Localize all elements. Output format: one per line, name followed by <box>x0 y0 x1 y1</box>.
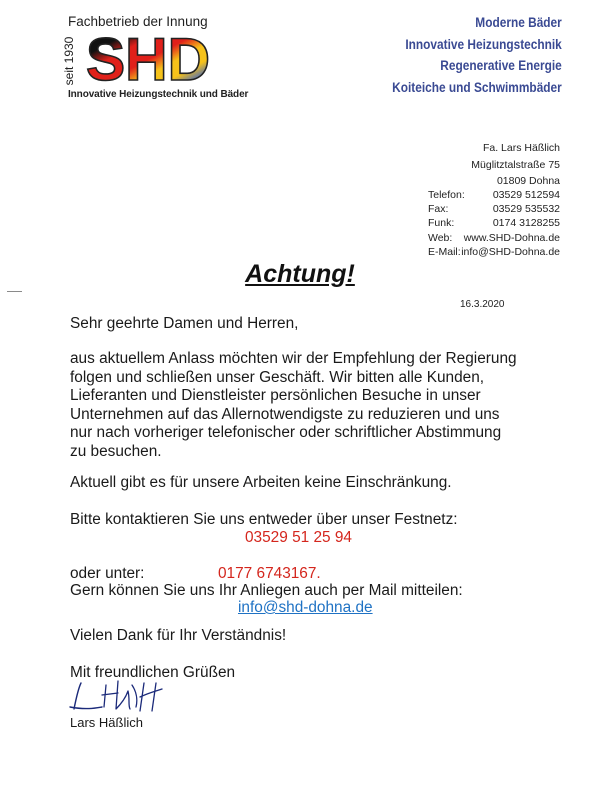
contact-row-phone: Telefon: 03529 512594 <box>428 189 560 201</box>
paragraph-announcement: aus aktuellem Anlass möchten wir der Empfehlung der Regierung folgen und schließen unser Geschäft. Wir bitten alle Kunden, Lieferanten und Dienstleister persönlichen Besuche in unser Unternehmen auf das Allernotwendigste zu reduzieren und uns nur nach vorheriger telefonischer oder schriftlicher Abstimmung zu besuchen. <box>70 350 517 460</box>
paragraph-no-restriction: Aktuell gibt es für unsere Arbeiten keine Einschränkung. <box>70 474 452 491</box>
logo-since-label: seit 1930 <box>62 36 76 86</box>
salutation: Sehr geehrte Damen und Herren, <box>70 315 299 332</box>
service-item: Innovative Heizungstechnik <box>405 36 562 52</box>
service-item: Moderne Bäder <box>475 15 562 30</box>
svg-text:SHD: SHD <box>86 28 210 88</box>
thanks-line: Vielen Dank für Ihr Verständnis! <box>70 627 287 644</box>
contact-row-email: E-Mail: info@SHD-Dohna.de <box>428 245 560 258</box>
contact-row-fax: Fax: 03529 535532 <box>428 203 560 216</box>
closing-line: Mit freundlichen Grüßen <box>70 664 236 681</box>
signer-name: Lars Häßlich <box>70 715 143 730</box>
company-name: Fa. Lars Häßlich <box>482 142 560 154</box>
email-link[interactable]: info@shd-dohna.de <box>238 599 373 616</box>
mail-intro: Gern können Sie uns Ihr Anliegen auch per Mail mitteilen: <box>70 582 463 599</box>
contact-row-web: Web: www.SHD-Dohna.de <box>428 231 560 244</box>
or-label: oder unter: <box>70 565 145 582</box>
sender-address <box>471 140 560 190</box>
city: 01809 Dohna <box>496 175 560 187</box>
services-list <box>369 12 562 98</box>
shd-logo <box>84 28 214 88</box>
contact-intro: Bitte kontaktieren Sie uns entweder über unser Festnetz: <box>70 511 458 528</box>
street: Müglitztalstraße 75 <box>471 158 560 171</box>
contact-block <box>428 188 560 259</box>
fold-mark <box>7 291 22 292</box>
letter-date: 16.3.2020 <box>460 299 505 310</box>
mobile-number[interactable]: 0177 6743167. <box>218 565 321 582</box>
logo-tagline-bottom: Innovative Heizungstechnik und Bäder <box>68 89 249 100</box>
service-item: Koiteiche und Schwimmbäder <box>392 79 562 95</box>
signature <box>66 677 186 717</box>
logo-tagline-top: Fachbetrieb der Innung <box>68 14 208 29</box>
contact-row-mobile: Funk: 0174 3128255 <box>428 217 560 230</box>
service-item: Regenerative Energie <box>440 58 562 73</box>
landline-number[interactable]: 03529 51 25 94 <box>245 529 352 546</box>
letter-title: Achtung! <box>245 260 355 288</box>
